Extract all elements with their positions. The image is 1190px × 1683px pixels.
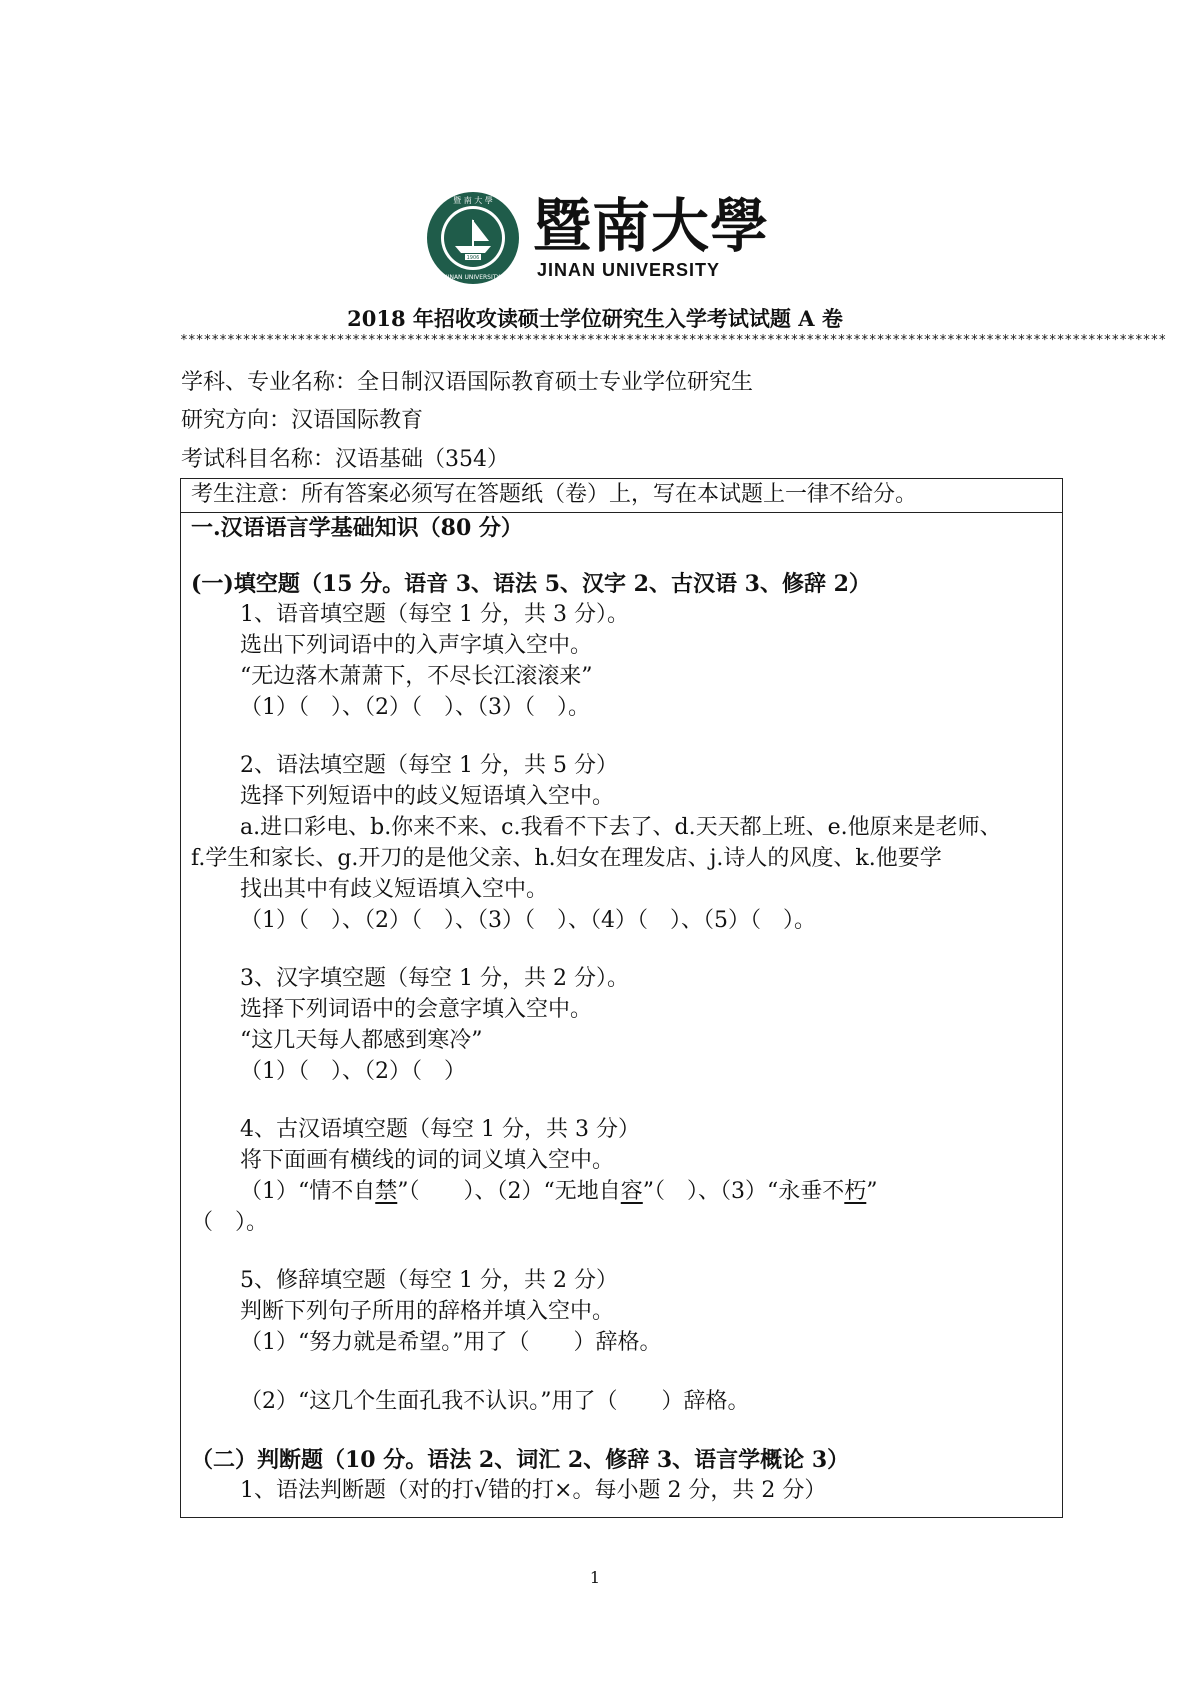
section-title: 一.汉语语言学基础知识（80 分） <box>191 515 523 541</box>
q4-item1-underlined: 禁 <box>375 1179 398 1204</box>
exam-title: 2018 年招收攻读硕士学位研究生入学考试试题 A 卷 <box>347 306 843 331</box>
q2-options-line1: a.进口彩电、b.你来不来、c.我看不下去了、d.天天都上班、e.他原来是老师、 <box>240 815 1002 840</box>
q1-title: 1、语音填空题（每空 1 分，共 3 分）。 <box>240 602 629 627</box>
q5-instruction: 判断下列句子所用的辞格并填入空中。 <box>240 1299 615 1324</box>
q5-sentence2: （2）“这几个生面孔我不认识。”用了（ ）辞格。 <box>240 1389 750 1414</box>
q4-continuation: （ ）。 <box>191 1210 269 1235</box>
q4-item3-underlined: 朽 <box>844 1179 867 1204</box>
seal-year: 1906 <box>466 255 480 261</box>
q4-title: 4、古汉语填空题（每空 1 分，共 3 分） <box>240 1117 640 1142</box>
q4-item1-prefix: （1）“情不自 <box>240 1179 376 1204</box>
q1-quote: “无边落木萧萧下，不尽长江滚滚来” <box>240 664 593 689</box>
q2-title: 2、语法填空题（每空 1 分，共 5 分） <box>240 753 618 778</box>
brand <box>533 190 773 281</box>
q3-blanks: （1）（ ）、（2）（ ） <box>240 1059 466 1084</box>
star-divider: ****************************************************************************************************************************** <box>180 333 1167 348</box>
part2-title: （二）判断题（10 分。语法 2、词汇 2、修辞 3、语言学概论 3） <box>191 1447 850 1473</box>
q3-quote: “这几天每人都感到寒冷” <box>240 1028 483 1053</box>
seal-top-text: 暨 南 大 學 <box>453 196 493 205</box>
q2-instruction: 选择下列短语中的歧义短语填入空中。 <box>240 784 615 809</box>
notice: 考生注意：所有答案必须写在答题纸（卷）上，写在本试题上一律不给分。 <box>181 479 1062 513</box>
university-logo <box>425 190 775 290</box>
q4-item3-prefix: ”（ ）、（3）“永垂不 <box>642 1179 845 1204</box>
q5-title: 5、修辞填空题（每空 1 分，共 2 分） <box>240 1268 618 1293</box>
course-line: 考试科目名称：汉语基础（354） <box>181 447 509 472</box>
question-box <box>180 478 1063 1518</box>
q2-options-line2: f.学生和家长、g.开刀的是他父亲、h.妇女在理发店、j.诗人的风度、k.他要学 <box>191 846 942 871</box>
q2-blanks: （1）（ ）、（2）（ ）、（3）（ ）、（4）（ ）、（5）（ ）。 <box>240 908 816 933</box>
university-seal-icon <box>425 190 521 286</box>
q5-sentence1: （1）“努力就是希望。”用了（ ）辞格。 <box>240 1330 662 1355</box>
q1-blanks: （1）（ ）、（2）（ ）、（3）（ ）。 <box>240 695 590 720</box>
direction-line: 研究方向：汉语国际教育 <box>181 408 424 433</box>
part2-q1-title: 1、语法判断题（对的打√错的打×。每小题 2 分，共 2 分） <box>240 1478 827 1503</box>
q4-item2-prefix: ”（ ）、（2）“无地自 <box>397 1179 621 1204</box>
q2-instruction2: 找出其中有歧义短语填入空中。 <box>240 877 549 902</box>
q4-item2-underlined: 容 <box>620 1179 643 1204</box>
subject-line: 学科、专业名称：全日制汉语国际教育硕士专业学位研究生 <box>181 370 754 395</box>
q4-items <box>240 1177 878 1207</box>
q1-instruction: 选出下列词语中的入声字填入空中。 <box>240 633 593 658</box>
seal-bottom-text: JINAN UNIVERSITY <box>445 274 501 281</box>
q4-item3-suffix: ” <box>866 1179 878 1204</box>
page-number: 1 <box>589 1568 601 1587</box>
q4-instruction: 将下面画有横线的词的词义填入空中。 <box>240 1148 615 1173</box>
brand-english: JINAN UNIVERSITY <box>537 260 721 280</box>
brand-chinese: 暨南大學 <box>533 192 770 260</box>
q3-title: 3、汉字填空题（每空 1 分，共 2 分）。 <box>240 966 629 991</box>
q3-instruction: 选择下列词语中的会意字填入空中。 <box>240 997 593 1022</box>
part1-title: (一)填空题（15 分。语音 3、语法 5、汉字 2、古汉语 3、修辞 2） <box>191 571 871 597</box>
